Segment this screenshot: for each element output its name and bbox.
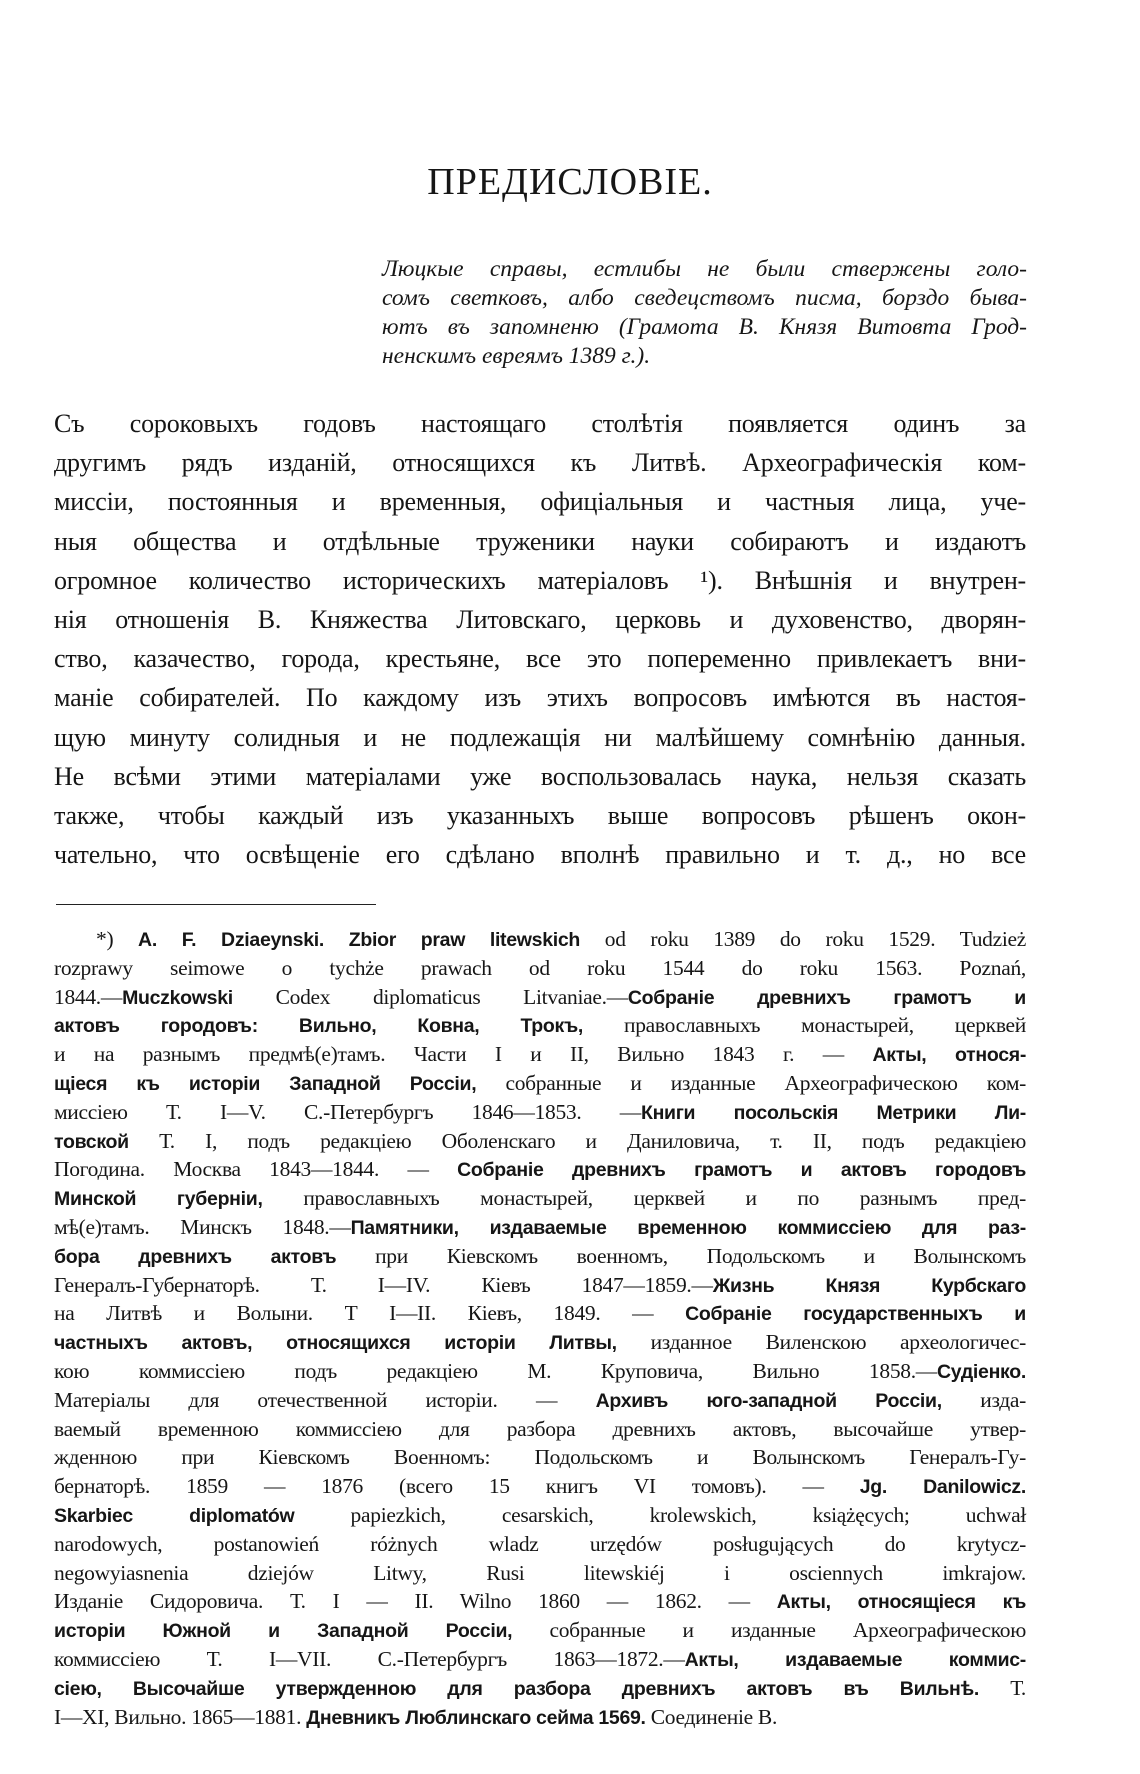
- text-line: также, чтобы каждый изъ указанныхъ выше вопросовъ рѣшенъ окон-: [54, 800, 1026, 830]
- footnote-bold: сіею, Высочайше утвержденною для разбора древнихъ актовъ въ Вильнѣ.: [54, 1677, 980, 1700]
- footnote-text: Т.: [1010, 1675, 1026, 1700]
- footnote-text: Соединеніе В.: [650, 1704, 778, 1729]
- footnote-line: [54, 925, 1026, 954]
- footnote-text: Изданіе Сидоровича. Т. I — II. Wilno 1860 — 1862. —: [54, 1589, 750, 1614]
- footnote-bold: Жизнь Князя Курбскаго: [712, 1274, 1026, 1297]
- text-line: ство, казачество, города, крестьяне, все это попеременно привлекаетъ вни-: [54, 644, 1026, 674]
- footnote-line: [54, 1271, 1026, 1300]
- footnote-text: собранные и изданные Археографическою ком-: [505, 1070, 1026, 1095]
- footnote-bold: исторіи Южной и Западной Россіи,: [54, 1620, 513, 1643]
- footnote-line: rozprawy seimowe o tychże prawach od roku 1544 do roku 1563. Poznań,: [54, 955, 1026, 980]
- footnote-line: [54, 1386, 1026, 1415]
- footnote-bold: Памятники, издаваемые временною коммиссіею для раз-: [350, 1216, 1026, 1239]
- footnote-text: Codex diplomaticus Litvaniae.—: [275, 984, 628, 1009]
- footnote-text: бернаторѣ. 1859 — 1876 (всего 15 книгъ VI томовъ). —: [54, 1474, 824, 1499]
- footnote-bold: Skarbiec diplomatów: [54, 1504, 295, 1527]
- footnote-text: Т. I, подъ редакціею Оболенскаго и Даниловича, т. II, подъ редакціею: [159, 1128, 1027, 1153]
- footnote-bold: актовъ городовъ: Вильно, Ковна, Трокъ,: [54, 1015, 584, 1038]
- footnote-text: изда-: [980, 1387, 1027, 1412]
- footnote-text: миссіею Т. I—V. С.-Петербургъ 1846—1853. —: [54, 1099, 641, 1124]
- footnote-bold: Собраніе древнихъ грамотъ и: [627, 986, 1026, 1009]
- footnote-line: [54, 1069, 1026, 1098]
- footnote-text: мѣ(е)тамъ. Минскъ 1848.—: [54, 1214, 351, 1239]
- footnote-line: [54, 1703, 1026, 1732]
- epigraph-line: Люцкые справы, естлибы не были ствержены голо-: [382, 256, 1027, 282]
- footnote-line: [54, 1127, 1026, 1156]
- footnote-line: negowyiasnenia dziejów Litwy, Rusi litewskiéj i osciennych imkrajow.: [54, 1560, 1026, 1585]
- text-line: миссіи, постоянныя и временныя, офиціальныя и частныя лица, уче-: [54, 487, 1026, 517]
- footnote-bold: щіеся къ исторіи Западной Россіи,: [54, 1072, 477, 1095]
- footnote-text: Погодина. Москва 1843—1844. —: [54, 1157, 429, 1182]
- footnote-bold: товской: [54, 1130, 129, 1153]
- footnote-text: православныхъ монастырей, церквей: [624, 1013, 1027, 1038]
- footnote-line: ваемый временною коммиссіею для разбора древнихъ актовъ, высочайше утвер-: [54, 1416, 1026, 1441]
- footnote-text: на Литвѣ и Волыни. Т I—II. Кіевъ, 1849. —: [54, 1301, 654, 1326]
- footnote-bold: Минской губерніи,: [54, 1188, 263, 1211]
- footnote-bold: A. F. Dziaeynski. Zbior praw litewskich: [138, 929, 581, 951]
- footnote-text: и на разнымъ предмѣ(е)тамъ. Части I и II, Вильно 1843 г. —: [54, 1042, 844, 1067]
- epigraph-line: ненскимъ евреямъ 1389 г.).: [382, 343, 651, 369]
- main-text: [54, 404, 1026, 874]
- footnote-text: 1844.—: [54, 984, 123, 1009]
- footnote-text: при Кіевскомъ военномъ, Подольскомъ и Волынскомъ: [375, 1243, 1026, 1268]
- footnote-bold: Судіенко.: [937, 1360, 1026, 1383]
- footnote-line: [54, 1501, 1026, 1530]
- footnote-text: I—XI, Вильно. 1865—1881.: [54, 1704, 302, 1729]
- epigraph-line: сомъ светковъ, албо сведецствомъ писма, борздо быва-: [382, 285, 1027, 311]
- text-line: нія отношенія В. Княжества Литовскаго, церковь и духовенство, дворян-: [54, 604, 1026, 634]
- footnote-line: [54, 1040, 1026, 1069]
- footnote-text: коммиссіею Т. I—VII. С.-Петербургъ 1863—1872.—: [54, 1646, 685, 1671]
- page-title: ПРЕДИСЛОВІЕ.: [427, 161, 713, 203]
- footnote-text: кою коммиссіею подъ редакціею М. Круповича, Вильно 1858.—: [54, 1358, 937, 1383]
- footnote-line: [54, 1242, 1026, 1271]
- epigraph-line: ютъ въ запомненю (Грамота В. Князя Витовта Грод-: [382, 314, 1027, 340]
- text-line: Не всѣми этими матеріалами уже воспользовалась наука, нельзя сказать: [54, 761, 1026, 791]
- footnote-text: Генералъ-Губернаторѣ. Т. I—IV. Кіевъ 1847—1859.—: [54, 1272, 713, 1297]
- footnote-line: [54, 1098, 1026, 1127]
- footnote-line: [54, 1674, 1026, 1703]
- footnote-bold: Акты, издаваемые коммис-: [684, 1648, 1026, 1671]
- footnote-line: жденною при Кіевскомъ Военномъ: Подольскомъ и Волынскомъ Генералъ-Гу-: [54, 1445, 1026, 1470]
- footnote-bold: Акты, относя-: [872, 1044, 1027, 1067]
- text-line: другимъ рядъ изданій, относящихся къ Литвѣ. Археографическія ком-: [54, 448, 1026, 478]
- footnote-bold: Muczkowski: [122, 986, 233, 1009]
- footnote-line: [54, 1357, 1026, 1386]
- footnote-bold: Собраніе государственныхъ и: [685, 1303, 1026, 1326]
- footnote-text: изданное Виленскою археологичес-: [650, 1330, 1026, 1355]
- epigraph: [382, 255, 1027, 371]
- footnote: [54, 925, 1026, 1731]
- footnote-bold: Акты, относящіеся къ: [776, 1591, 1026, 1614]
- footnote-line: [54, 1184, 1026, 1213]
- footnote-line: [54, 1213, 1026, 1242]
- footnote-text: papiezkich, cesarskich, krolewskich, książęcych; uchwał: [350, 1502, 1026, 1527]
- text-line: Съ сороковыхъ годовъ настоящаго столѣтія появляется одинъ за: [54, 409, 1026, 438]
- footnote-line: [54, 983, 1026, 1012]
- footnote-line: [54, 1011, 1026, 1040]
- footnote-bold: Книги посольскія Метрики Ли-: [640, 1101, 1026, 1124]
- text-line: щую минуту солидныя и не подлежащія ни малѣйшему сомнѣнію данныя.: [54, 722, 1026, 752]
- footnote-line: [54, 1328, 1026, 1357]
- footnote-bold: Собраніе древнихъ грамотъ и актовъ городовъ: [457, 1159, 1026, 1182]
- footnote-line: [54, 1299, 1026, 1328]
- text-line: маніе собирателей. По каждому изъ этихъ вопросовъ имѣются въ настоя-: [54, 683, 1026, 713]
- footnote-text: православныхъ монастырей, церквей и по разнымъ пред-: [303, 1186, 1026, 1211]
- footnote-bold: бора древнихъ актовъ: [54, 1245, 337, 1268]
- footnote-line: narodowych, postanowień różnych wladz urzędów posługujących do krytycz-: [54, 1531, 1026, 1556]
- footnote-text: od roku 1389 do roku 1529. Tudzież: [604, 927, 1026, 951]
- footnote-marker: *): [96, 927, 114, 951]
- footnote-text: собранные и изданные Археографическою: [549, 1618, 1026, 1643]
- footnote-text: Матеріалы для отечественной исторіи. —: [54, 1387, 558, 1412]
- footnote-line: [54, 1155, 1026, 1184]
- footnote-line: [54, 1616, 1026, 1645]
- footnote-line: [54, 1587, 1026, 1616]
- text-line: чательно, что освѣщеніе его сдѣлано вполнѣ правильно и т. д., но все: [54, 840, 1026, 870]
- footnote-bold: Дневникъ Люблинскаго сейма 1569.: [306, 1706, 646, 1729]
- footnote-bold: Jg. Danilowicz.: [859, 1476, 1026, 1499]
- footnote-bold: Архивъ юго-западной Россіи,: [595, 1389, 942, 1412]
- text-line: огромное количество историческихъ матеріаловъ ¹). Внѣшнія и внутрен-: [54, 565, 1026, 595]
- footnote-bold: частныхъ актовъ, относящихся исторіи Литвы,: [54, 1332, 617, 1355]
- footnote-line: [54, 1472, 1026, 1501]
- footnote-divider: [56, 904, 376, 905]
- footnote-line: [54, 1645, 1026, 1674]
- text-line: ныя общества и отдѣльные труженики науки собираютъ и издаютъ: [54, 526, 1026, 556]
